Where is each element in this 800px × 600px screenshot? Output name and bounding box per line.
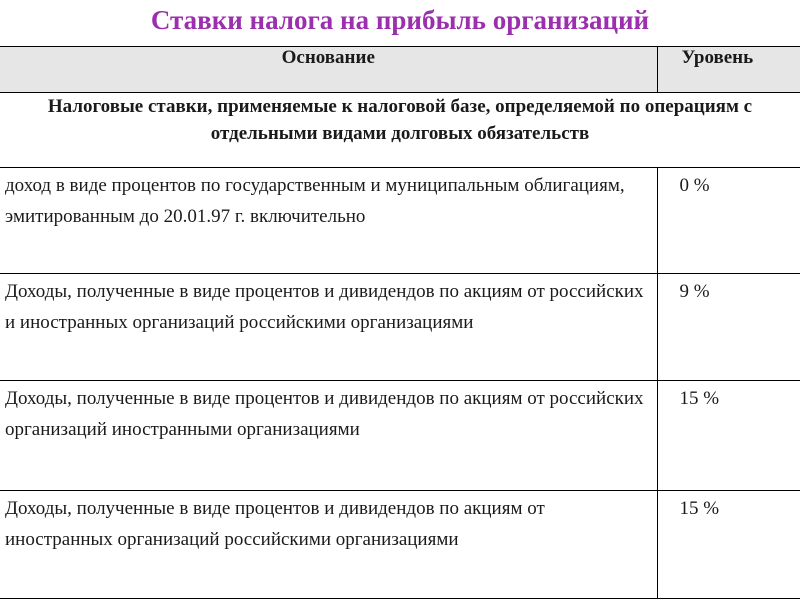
table-row [0,381,800,491]
header-level: Уровень [657,47,800,93]
basis-cell: Доходы, полученные в виде процентов и дивидендов по акциям от российских и иностранных организаций российскими организациями [0,274,657,381]
level-cell: 15 % [657,491,800,599]
table-row [0,274,800,381]
basis-cell: Доходы, полученные в виде процентов и дивидендов по акциям от иностранных организаций российскими организациями [0,491,657,599]
level-cell: 15 % [657,381,800,491]
table-row [0,491,800,599]
level-cell: 0 % [657,168,800,274]
header-basis: Основание [0,47,657,93]
table-row [0,168,800,274]
table-header-row [0,47,800,93]
slide-title: Ставки налога на прибыль организаций [150,5,650,35]
section-heading: Налоговые ставки, применяемые к налоговой базе, определяемой по операциям с отдельными видами долговых обязательств [0,93,800,168]
basis-cell: доход в виде процентов по государственным и муниципальным облигациям, эмитированным до 20.01.97 г. включительно [0,168,657,274]
level-cell: 9 % [657,274,800,381]
tax-rates-table [0,46,800,599]
section-row [0,93,800,168]
basis-cell: Доходы, полученные в виде процентов и дивидендов по акциям от российских организаций иностранными организациями [0,381,657,491]
